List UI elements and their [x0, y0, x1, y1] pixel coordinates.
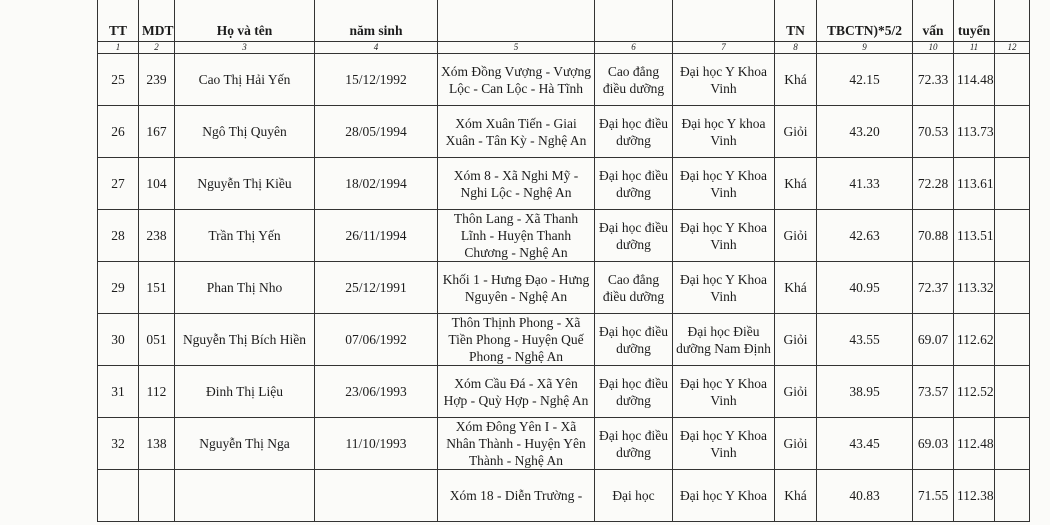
cell-rank: Khá [775, 54, 817, 106]
cell-rank: Khá [775, 470, 817, 522]
cell-note [995, 158, 1030, 210]
column-number: 4 [315, 42, 438, 54]
table-row [98, 470, 1030, 522]
cell-school: Đại học Y Khoa Vinh [673, 418, 775, 470]
cell-tt: 31 [98, 366, 139, 418]
cell-note [995, 262, 1030, 314]
cell-tt: 32 [98, 418, 139, 470]
cell-mdt: 151 [139, 262, 175, 314]
table-row [98, 366, 1030, 418]
cell-interview: 72.37 [913, 262, 954, 314]
cell-school: Đại học Y Khoa Vinh [673, 210, 775, 262]
cell-mdt: 167 [139, 106, 175, 158]
cell-dob: 07/06/1992 [315, 314, 438, 366]
cell-total: 112.52 [954, 366, 995, 418]
cell-tt: 28 [98, 210, 139, 262]
cell-name: Cao Thị Hải Yến [175, 54, 315, 106]
column-number: 1 [98, 42, 139, 54]
column-number: 11 [954, 42, 995, 54]
cell-total: 113.32 [954, 262, 995, 314]
header-rank: TN [775, 0, 817, 42]
cell-school: Đại học Y Khoa Vinh [673, 54, 775, 106]
cell-note [995, 418, 1030, 470]
cell-degree: Đại học điều dưỡng [595, 366, 673, 418]
cell-total: 113.73 [954, 106, 995, 158]
cell-degree: Đại học điều dưỡng [595, 106, 673, 158]
cell-address: Khối 1 - Hưng Đạo - Hưng Nguyên - Nghệ An [438, 262, 595, 314]
cell-dob: 23/06/1993 [315, 366, 438, 418]
cell-name: Đinh Thị Liệu [175, 366, 315, 418]
cell-mdt: 238 [139, 210, 175, 262]
table-row [98, 418, 1030, 470]
cell-school: Đại học Y Khoa Vinh [673, 366, 775, 418]
cell-mdt: 239 [139, 54, 175, 106]
cell-score: 42.15 [817, 54, 913, 106]
column-number: 10 [913, 42, 954, 54]
table-row [98, 158, 1030, 210]
header-school [673, 0, 775, 42]
column-number: 2 [139, 42, 175, 54]
table-row [98, 106, 1030, 158]
cell-tt: 30 [98, 314, 139, 366]
table-row [98, 210, 1030, 262]
cell-rank: Khá [775, 262, 817, 314]
cell-degree: Đại học điều dưỡng [595, 314, 673, 366]
cell-note [995, 314, 1030, 366]
cell-name: Nguyễn Thị Bích Hiền [175, 314, 315, 366]
cell-address: Thôn Thịnh Phong - Xã Tiền Phong - Huyện Quế Phong - Nghệ An [438, 314, 595, 366]
cell-address: Xóm Cầu Đá - Xã Yên Hợp - Quỳ Hợp - Nghệ An [438, 366, 595, 418]
cell-name: Nguyễn Thị Nga [175, 418, 315, 470]
cell-rank: Giỏi [775, 314, 817, 366]
header-name: Họ và tên [175, 0, 315, 42]
cell-name: Nguyễn Thị Kiều [175, 158, 315, 210]
cell-dob [315, 470, 438, 522]
cell-interview: 70.88 [913, 210, 954, 262]
cell-degree: Đại học điều dưỡng [595, 158, 673, 210]
cell-mdt: 104 [139, 158, 175, 210]
cell-address: Thôn Lang - Xã Thanh Lĩnh - Huyện Thanh Chương - Nghệ An [438, 210, 595, 262]
cell-name: Phan Thị Nho [175, 262, 315, 314]
cell-total: 113.61 [954, 158, 995, 210]
header-interview: vấn [913, 0, 954, 42]
cell-dob: 18/02/1994 [315, 158, 438, 210]
cell-mdt: 138 [139, 418, 175, 470]
column-number: 3 [175, 42, 315, 54]
cell-degree: Cao đẳng điều dưỡng [595, 262, 673, 314]
cell-rank: Giỏi [775, 366, 817, 418]
cell-tt: 25 [98, 54, 139, 106]
cell-tt: 27 [98, 158, 139, 210]
cell-total: 112.62 [954, 314, 995, 366]
cell-degree: Đại học [595, 470, 673, 522]
cell-note [995, 366, 1030, 418]
cell-school: Đại học Y khoa Vinh [673, 106, 775, 158]
cell-rank: Khá [775, 158, 817, 210]
cell-name: Ngô Thị Quyên [175, 106, 315, 158]
cell-school: Đại học Y Khoa Vinh [673, 158, 775, 210]
cell-score: 40.95 [817, 262, 913, 314]
cell-address: Xóm Đồng Vượng - Vượng Lộc - Can Lộc - Hà Tĩnh [438, 54, 595, 106]
cell-score: 41.33 [817, 158, 913, 210]
header-row [98, 0, 1030, 42]
cell-score: 42.63 [817, 210, 913, 262]
cell-interview: 72.28 [913, 158, 954, 210]
cell-score: 40.83 [817, 470, 913, 522]
cell-dob: 15/12/1992 [315, 54, 438, 106]
column-number: 12 [995, 42, 1030, 54]
cell-score: 43.55 [817, 314, 913, 366]
cell-tt: 26 [98, 106, 139, 158]
cell-name [175, 470, 315, 522]
cell-dob: 26/11/1994 [315, 210, 438, 262]
cell-degree: Cao đẳng điều dưỡng [595, 54, 673, 106]
cell-mdt: 112 [139, 366, 175, 418]
cell-name: Trần Thị Yến [175, 210, 315, 262]
header-mdt: MDT [139, 0, 175, 42]
column-number-row [98, 42, 1030, 54]
cell-address: Xóm Đông Yên I - Xã Nhân Thành - Huyện Yên Thành - Nghệ An [438, 418, 595, 470]
header-score: TBCTN)*5/2 [817, 0, 913, 42]
cell-interview: 70.53 [913, 106, 954, 158]
column-number: 8 [775, 42, 817, 54]
cell-score: 43.45 [817, 418, 913, 470]
cell-dob: 28/05/1994 [315, 106, 438, 158]
cell-score: 38.95 [817, 366, 913, 418]
cell-interview: 71.55 [913, 470, 954, 522]
table-row [98, 314, 1030, 366]
cell-interview: 73.57 [913, 366, 954, 418]
cell-interview: 72.33 [913, 54, 954, 106]
header-tt: TT [98, 0, 139, 42]
cell-note [995, 470, 1030, 522]
cell-address: Xóm Xuân Tiến - Giai Xuân - Tân Kỳ - Nghệ An [438, 106, 595, 158]
cell-total: 112.38 [954, 470, 995, 522]
column-number: 7 [673, 42, 775, 54]
cell-total: 113.51 [954, 210, 995, 262]
cell-total: 114.48 [954, 54, 995, 106]
header-dob: năm sinh [315, 0, 438, 42]
cell-tt [98, 470, 139, 522]
header-degree [595, 0, 673, 42]
cell-rank: Giỏi [775, 106, 817, 158]
cell-score: 43.20 [817, 106, 913, 158]
cell-interview: 69.07 [913, 314, 954, 366]
cell-mdt [139, 470, 175, 522]
cell-school: Đại học Y Khoa Vinh [673, 262, 775, 314]
table-row [98, 262, 1030, 314]
cell-rank: Giỏi [775, 210, 817, 262]
cell-address: Xóm 18 - Diễn Trường - [438, 470, 595, 522]
cell-school: Đại học Y Khoa [673, 470, 775, 522]
column-number: 5 [438, 42, 595, 54]
cell-degree: Đại học điều dưỡng [595, 418, 673, 470]
header-note [995, 0, 1030, 42]
cell-interview: 69.03 [913, 418, 954, 470]
cell-address: Xóm 8 - Xã Nghi Mỹ - Nghi Lộc - Nghệ An [438, 158, 595, 210]
cell-dob: 11/10/1993 [315, 418, 438, 470]
table-row [98, 54, 1030, 106]
cell-degree: Đại học điều dưỡng [595, 210, 673, 262]
cell-school: Đại học Điều dưỡng Nam Định [673, 314, 775, 366]
candidate-results-table [97, 0, 1030, 522]
cell-rank: Giỏi [775, 418, 817, 470]
column-number: 9 [817, 42, 913, 54]
cell-note [995, 54, 1030, 106]
header-address [438, 0, 595, 42]
cell-dob: 25/12/1991 [315, 262, 438, 314]
column-number: 6 [595, 42, 673, 54]
cell-total: 112.48 [954, 418, 995, 470]
cell-mdt: 051 [139, 314, 175, 366]
cell-note [995, 210, 1030, 262]
header-total: tuyển [954, 0, 995, 42]
cell-note [995, 106, 1030, 158]
cell-tt: 29 [98, 262, 139, 314]
